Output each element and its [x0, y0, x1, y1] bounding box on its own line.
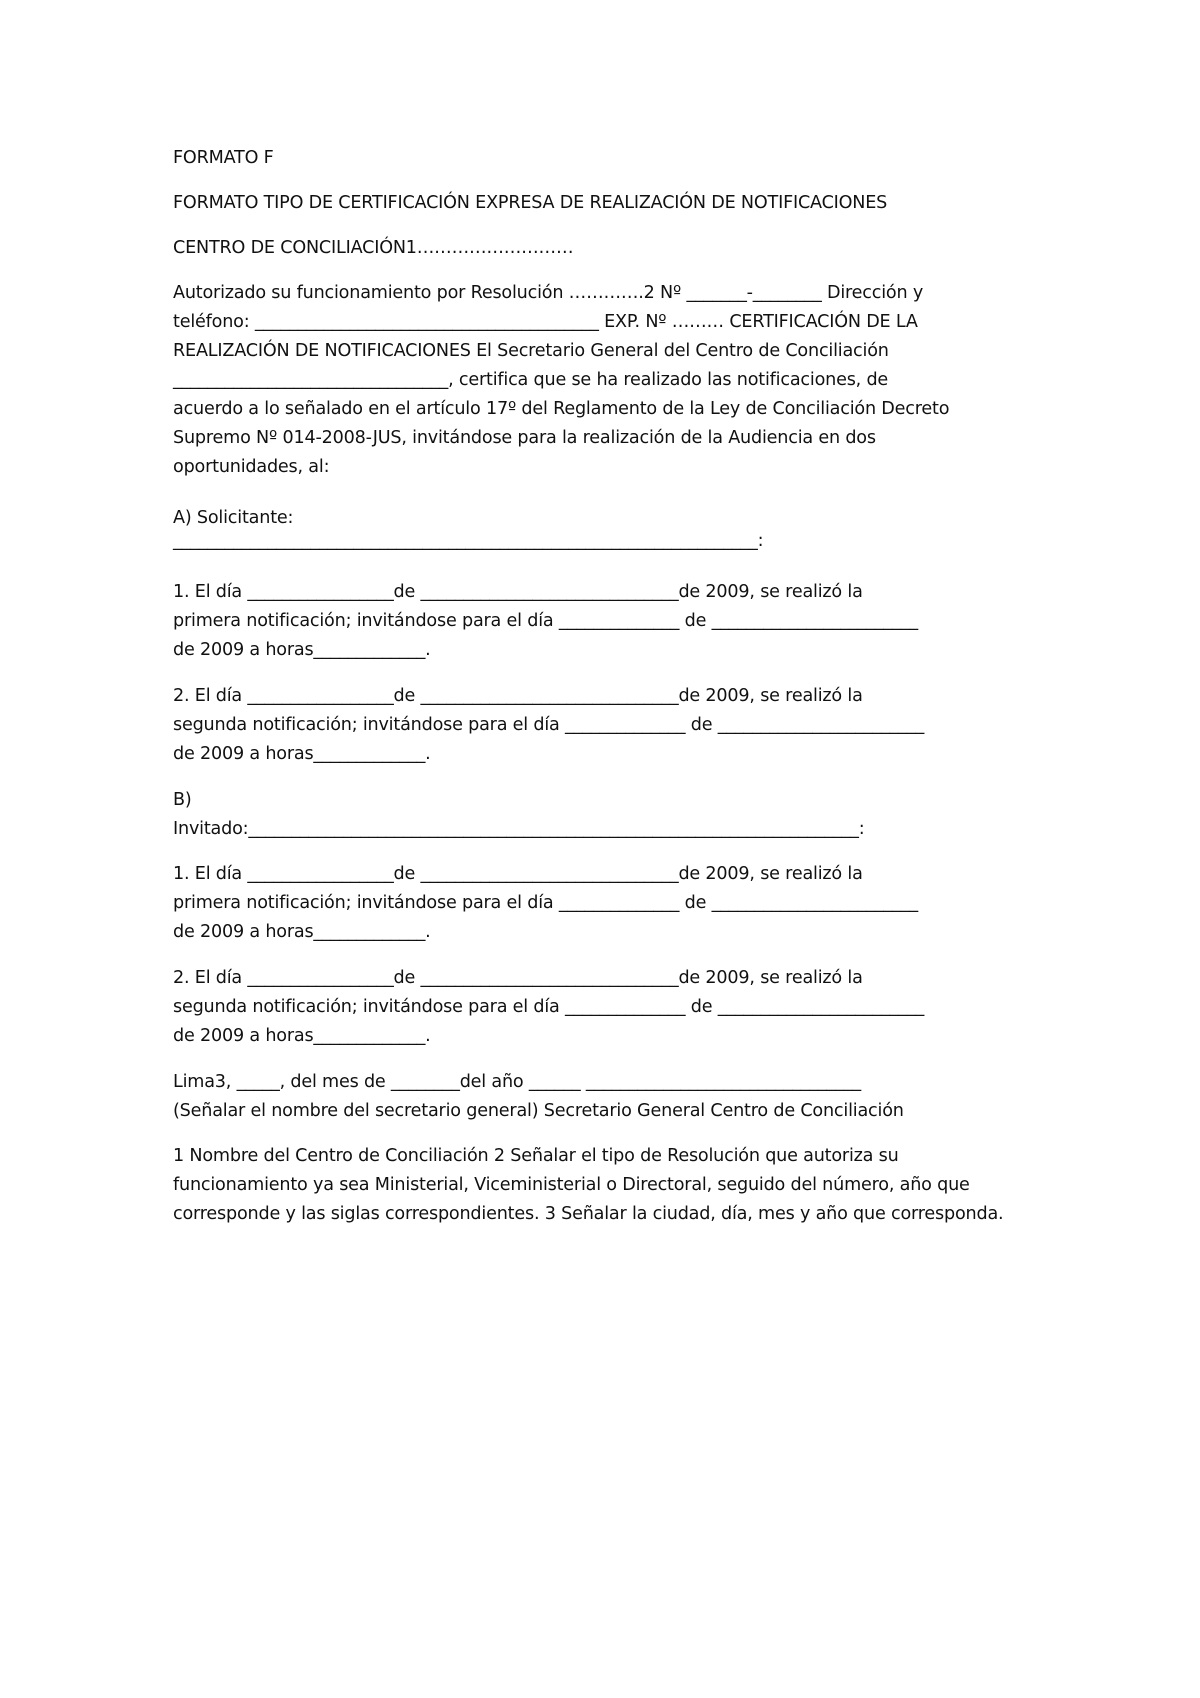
notification-line: segunda notificación; invitándose para el día ______________ de ________________________	[173, 715, 925, 735]
body-line: teléfono: ________________________________________ EXP. Nº ……… CERTIFICACIÓN DE LA	[173, 312, 918, 332]
center-line: CENTRO DE CONCILIACIÓN1………………………	[173, 238, 574, 258]
format-heading: FORMATO F	[173, 148, 274, 168]
body-line: Autorizado su funcionamiento por Resolución ………….2 Nº _______-________ Dirección y	[173, 283, 924, 303]
footnote-line: 1 Nombre del Centro de Conciliación 2 Señalar el tipo de Resolución que autoriza su	[173, 1146, 899, 1166]
format-title: FORMATO TIPO DE CERTIFICACIÓN EXPRESA DE REALIZACIÓN DE NOTIFICACIONES	[173, 193, 888, 213]
body-line: ________________________________, certifica que se ha realizado las notificaciones, de	[173, 370, 889, 390]
notification-line: primera notificación; invitándose para el día ______________ de ________________________	[173, 893, 918, 913]
notification-line: de 2009 a horas_____________.	[173, 744, 431, 764]
notification-line: segunda notificación; invitándose para el día ______________ de ________________________	[173, 997, 925, 1017]
solicitante-blank: ____________________________________________________________________:	[173, 531, 764, 551]
body-line: oportunidades, al:	[173, 457, 330, 477]
notification-line: de 2009 a horas_____________.	[173, 1026, 431, 1046]
footnote-line: corresponde y las siglas correspondientes. 3 Señalar la ciudad, día, mes y año que corresponda.	[173, 1204, 1004, 1224]
notification-line: primera notificación; invitándose para el día ______________ de ________________________	[173, 611, 918, 631]
notification-line: de 2009 a horas_____________.	[173, 640, 431, 660]
invitado-blank: Invitado:_______________________________________________________________________:	[173, 819, 865, 839]
signature-line: (Señalar el nombre del secretario general) Secretario General Centro de Conciliación	[173, 1101, 904, 1121]
section-b-label: B)	[173, 790, 192, 810]
notification-line: de 2009 a horas_____________.	[173, 922, 431, 942]
body-line: REALIZACIÓN DE NOTIFICACIONES El Secretario General del Centro de Conciliación	[173, 341, 889, 361]
place-date-line: Lima3, _____, del mes de ________del año ______ ________________________________	[173, 1072, 861, 1092]
notification-line: 2. El día _________________de ______________________________de 2009, se realizó la	[173, 686, 863, 706]
notification-line: 1. El día _________________de ______________________________de 2009, se realizó la	[173, 582, 863, 602]
body-line: acuerdo a lo señalado en el artículo 17º del Reglamento de la Ley de Conciliación Decreto	[173, 399, 950, 419]
notification-line: 2. El día _________________de ______________________________de 2009, se realizó la	[173, 968, 863, 988]
section-a-label: A) Solicitante:	[173, 508, 294, 528]
notification-line: 1. El día _________________de ______________________________de 2009, se realizó la	[173, 864, 863, 884]
footnote-line: funcionamiento ya sea Ministerial, Viceministerial o Directoral, seguido del número, año que	[173, 1175, 970, 1195]
body-line: Supremo Nº 014-2008-JUS, invitándose para la realización de la Audiencia en dos	[173, 428, 876, 448]
